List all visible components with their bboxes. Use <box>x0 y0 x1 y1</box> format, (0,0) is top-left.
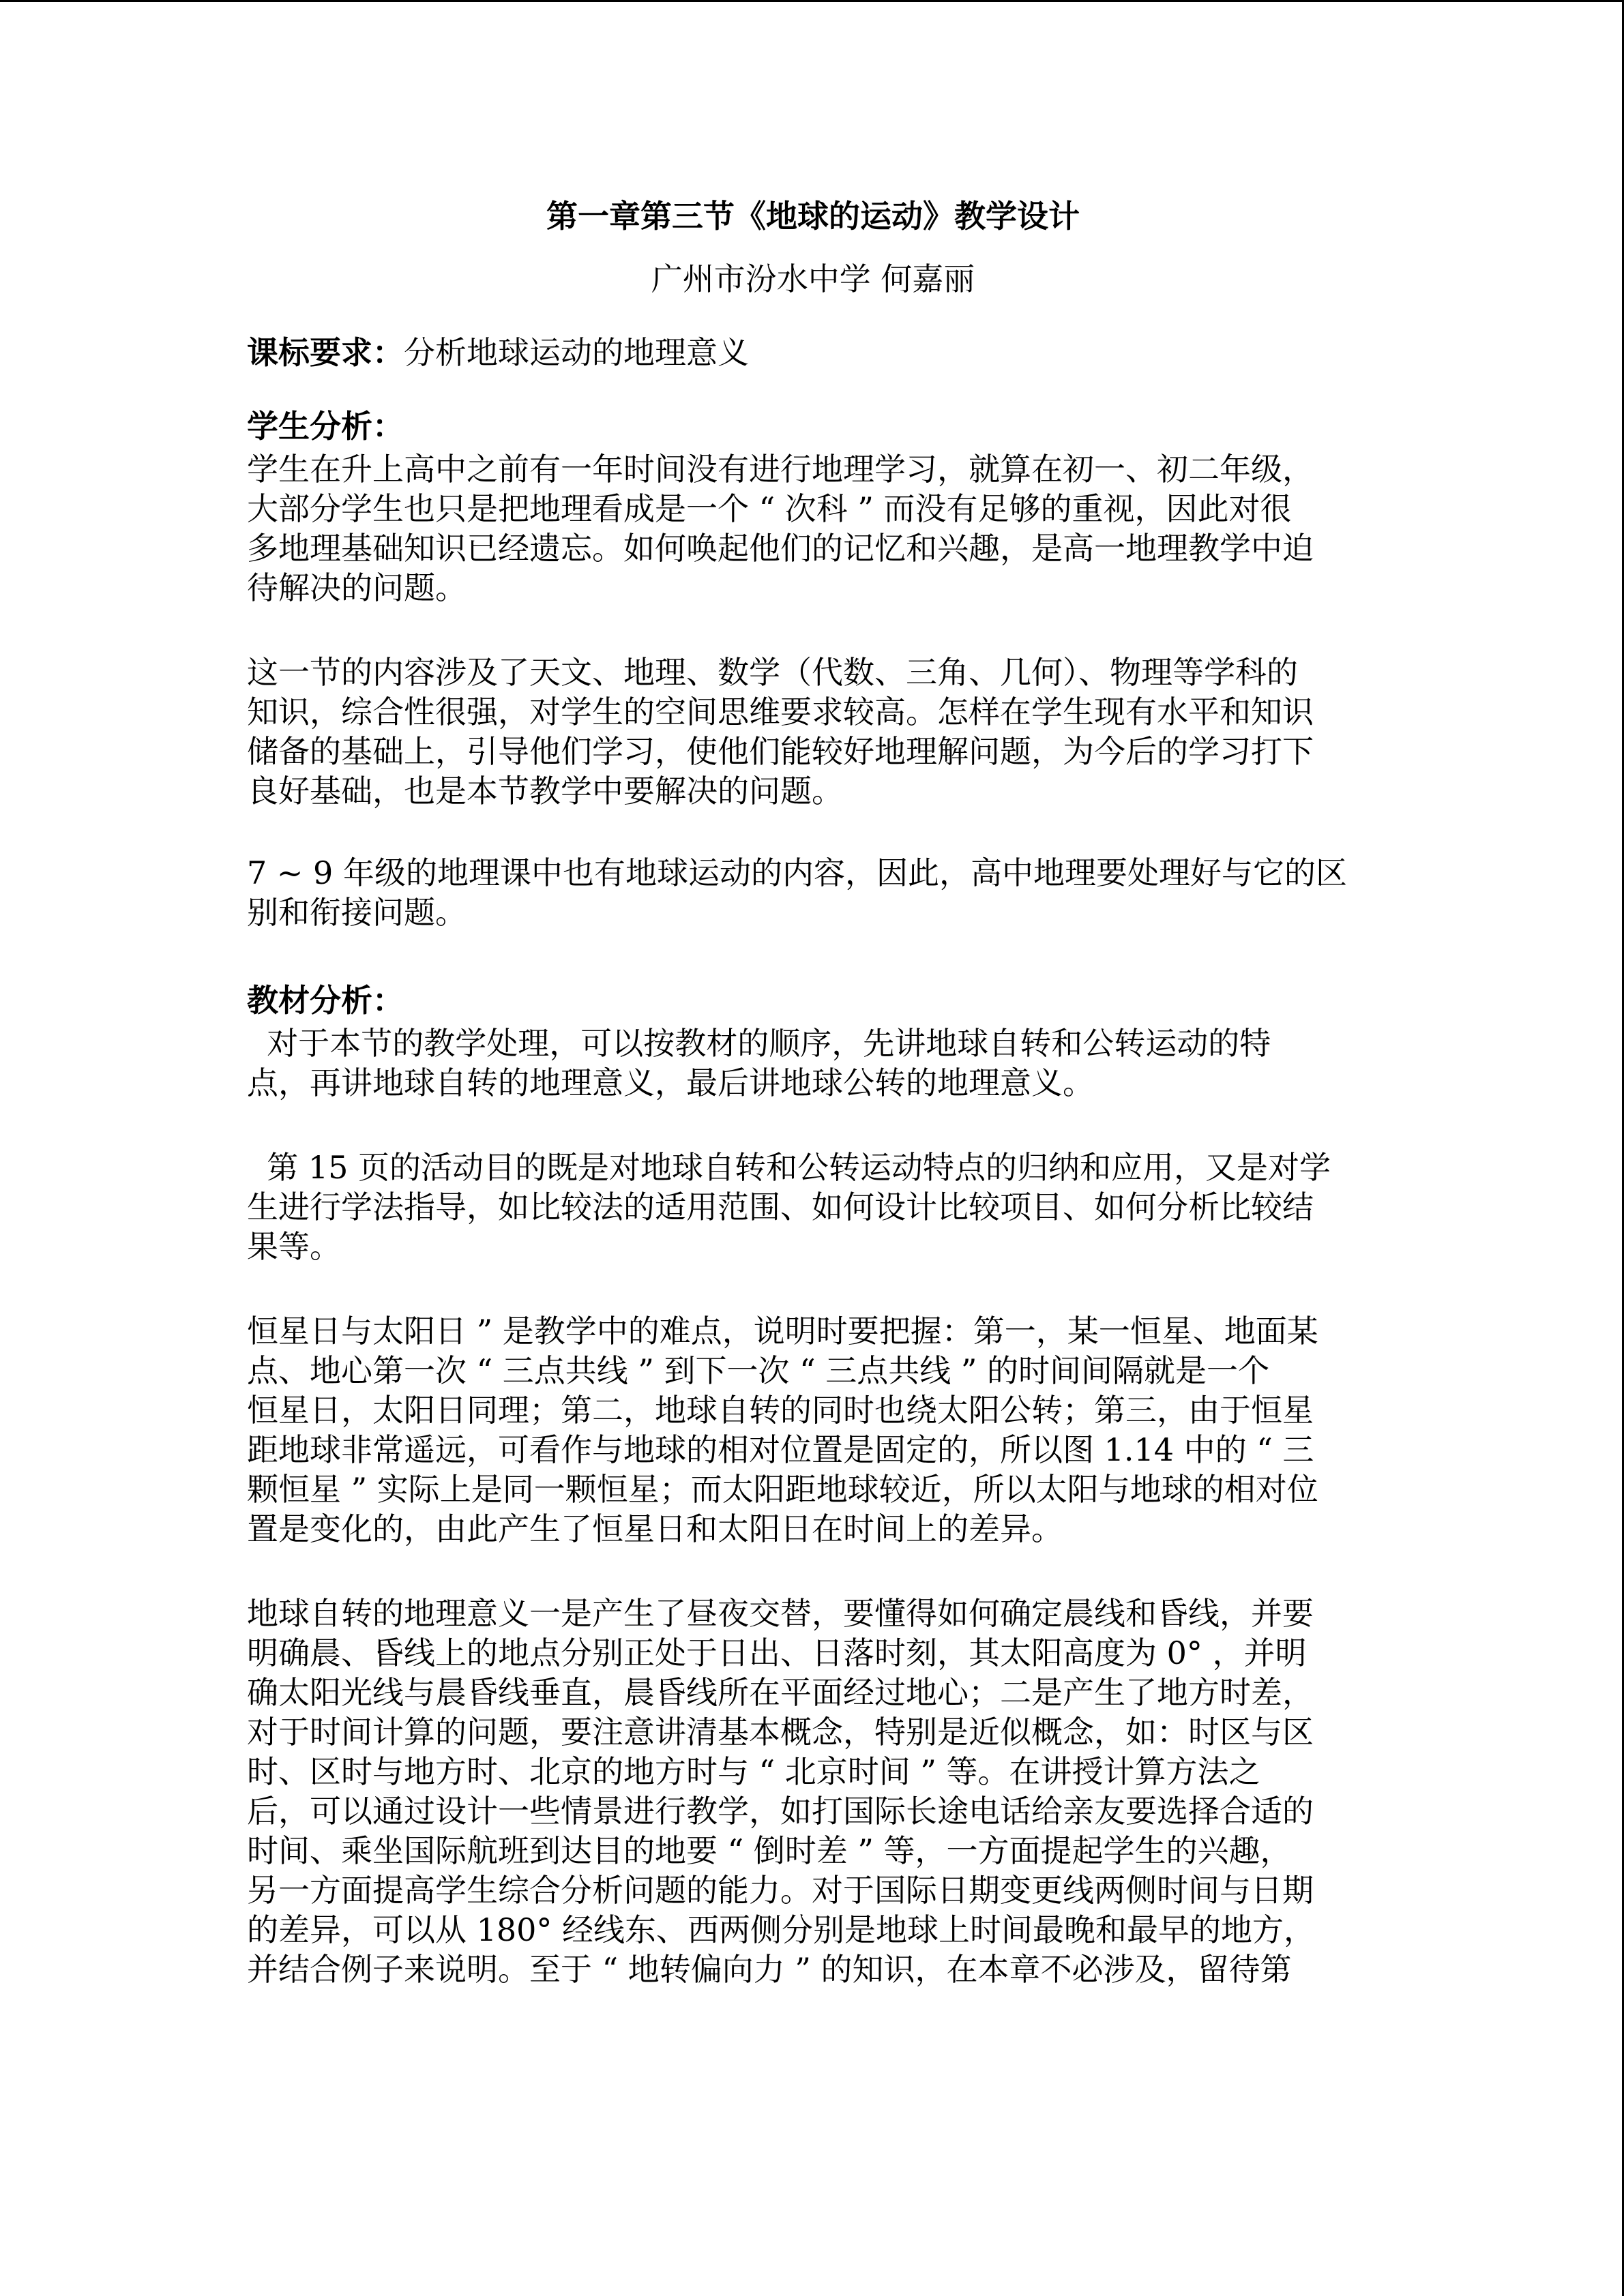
paragraph-line: 这一节的内容涉及了天文、地理、数学（代数、三角、几何）、物理等学科的 <box>247 654 1298 691</box>
paragraph-line: 点、地心第一次 “ 三点共线 ” 到下一次 “ 三点共线 ” 的时间间隔就是一个 <box>247 1352 1270 1389</box>
paragraph-line: 时、区时与地方时、北京的地方时与 “ 北京时间 ” 等。在讲授计算方法之 <box>247 1753 1260 1790</box>
paragraph-line: 多地理基础知识已经遗忘。如何唤起他们的记忆和兴趣，是高一地理教学中迫 <box>247 530 1314 567</box>
paragraph-line: 大部分学生也只是把地理看成是一个 “ 次科 ” 而没有足够的重视，因此对很 <box>247 490 1292 527</box>
paragraph-line: 果等。 <box>247 1228 341 1265</box>
paragraph-line: 明确晨、昏线上的地点分别正处于日出、日落时刻，其太阳高度为 0° ，并明 <box>247 1635 1307 1671</box>
textbook-analysis-paragraph-4 <box>247 1594 1379 1989</box>
paragraph-line: 恒星日与太阳日 ” 是教学中的难点，说明时要把握：第一，某一恒星、地面某 <box>247 1313 1318 1350</box>
curriculum-requirement-label: 课标要求： <box>247 334 404 371</box>
paragraph-line: 点，再讲地球自转的地理意义，最后讲地球公转的地理意义。 <box>247 1064 1094 1101</box>
student-analysis-paragraph-1 <box>247 449 1379 608</box>
textbook-analysis-paragraph-3 <box>247 1311 1379 1549</box>
document-author: 广州市汾水中学 何嘉丽 <box>651 260 975 297</box>
paragraph-line: 良好基础，也是本节教学中要解决的问题。 <box>247 773 843 809</box>
student-analysis-paragraph-3 <box>247 853 1379 932</box>
paragraph-line: 储备的基础上，引导他们学习，使他们能较好地理解问题，为今后的学习打下 <box>247 733 1314 770</box>
paragraph-line: 对于时间计算的问题，要注意讲清基本概念，特别是近似概念，如：时区与区 <box>247 1714 1314 1750</box>
paragraph-line: 的差异，可以从 180° 经线东、西两侧分别是地球上时间最晚和最早的地方， <box>247 1911 1316 1948</box>
document-title: 第一章第三节《地球的运动》教学设计 <box>546 198 1080 235</box>
paragraph-line: 确太阳光线与晨昏线垂直，晨昏线所在平面经过地心；二是产生了地方时差， <box>247 1674 1314 1711</box>
paragraph-line: 后，可以通过设计一些情景进行教学，如打国际长途电话给亲友要选择合适的 <box>247 1793 1314 1830</box>
curriculum-requirement-text: 分析地球运动的地理意义 <box>404 334 749 371</box>
paragraph-line: 时间、乘坐国际航班到达目的地要 “ 倒时差 ” 等，一方面提起学生的兴趣， <box>247 1832 1292 1869</box>
document-body <box>247 193 1379 1989</box>
paragraph-line: 7 ~ 9 年级的地理课中也有地球运动的内容，因此，高中地理要处理好与它的区 <box>247 854 1347 891</box>
textbook-analysis-paragraph-1 <box>247 1024 1379 1103</box>
paragraph-line: 恒星日，太阳日同理；第二，地球自转的同时也绕太阳公转；第三，由于恒星 <box>247 1392 1314 1429</box>
student-analysis-heading: 学生分析： <box>247 408 404 445</box>
paragraph-line: 别和衔接问题。 <box>247 894 467 931</box>
paragraph-line: 待解决的问题。 <box>247 569 467 606</box>
paragraph-line: 对于本节的教学处理，可以按教材的顺序，先讲地球自转和公转运动的特 <box>247 1025 1271 1062</box>
paragraph-line: 生进行学法指导，如比较法的适用范围、如何设计比较项目、如何分析比较结 <box>247 1189 1314 1225</box>
textbook-analysis-paragraph-2 <box>247 1148 1379 1266</box>
paragraph-line: 颗恒星 ” 实际上是同一颗恒星；而太阳距地球较近，所以太阳与地球的相对位 <box>247 1471 1318 1508</box>
paragraph-line: 另一方面提高学生综合分析问题的能力。对于国际日期变更线两侧时间与日期 <box>247 1872 1314 1909</box>
paragraph-line: 学生在升上高中之前有一年时间没有进行地理学习，就算在初一、初二年级， <box>247 451 1314 488</box>
textbook-analysis-heading: 教材分析： <box>247 982 404 1019</box>
paragraph-line: 地球自转的地理意义一是产生了昼夜交替，要懂得如何确定晨线和昏线，并要 <box>247 1595 1314 1632</box>
paragraph-line: 第 15 页的活动目的既是对地球自转和公转运动特点的归纳和应用，又是对学 <box>247 1149 1331 1186</box>
curriculum-requirement <box>247 329 1379 376</box>
paragraph-line: 距地球非常遥远，可看作与地球的相对位置是固定的，所以图 1.14 中的 “ 三 <box>247 1431 1314 1468</box>
paragraph-line: 并结合例子来说明。至于 “ 地转偏向力 ” 的知识，在本章不必涉及，留待第 <box>247 1951 1292 1988</box>
paragraph-line: 知识，综合性很强，对学生的空间思维要求较高。怎样在学生现有水平和知识 <box>247 694 1314 730</box>
paragraph-line: 置是变化的，由此产生了恒星日和太阳日在时间上的差异。 <box>247 1510 1063 1547</box>
student-analysis-paragraph-2 <box>247 653 1379 811</box>
